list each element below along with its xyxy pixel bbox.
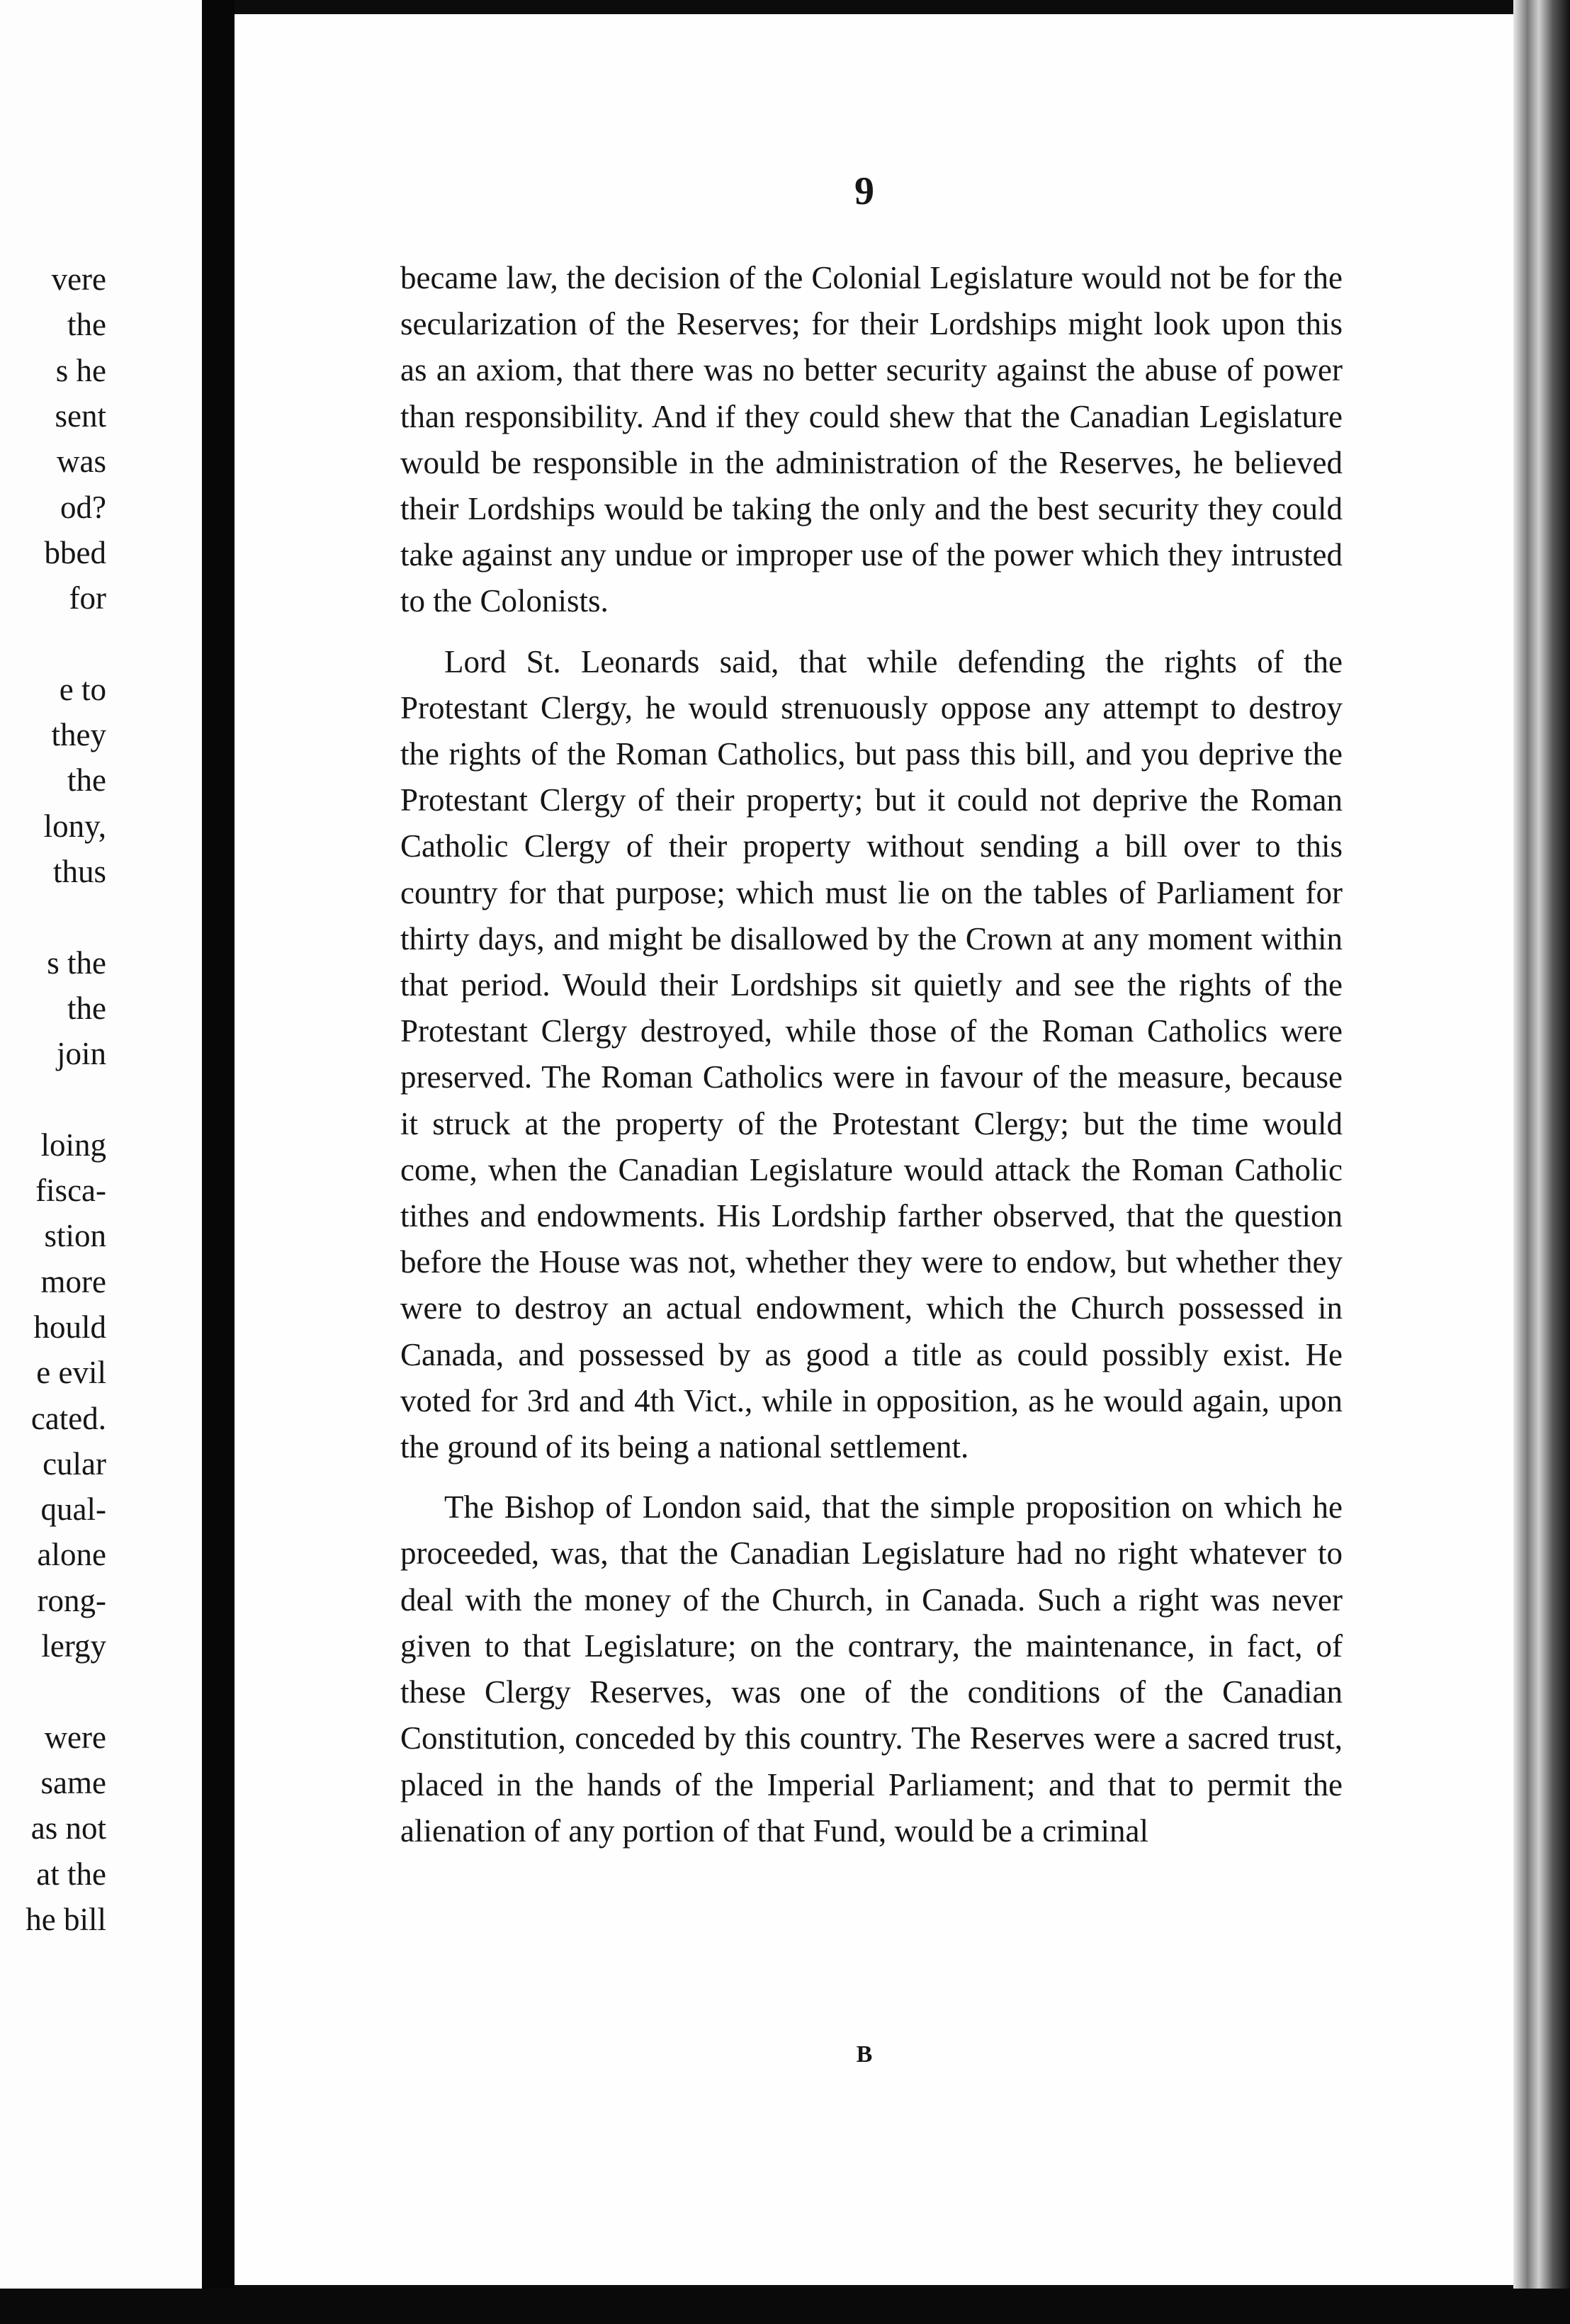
- paragraph-continuation: became law, the decision of the Colonial Legislature would not be for the secularization of the Reserves; for their Lordships might look upon this as an axiom, that there was no better security against the abuse of power than responsibility. And if they could shew that the Canadian Legislature would be responsible in the administration of the Reserves, he believed their Lordships would be taking the only and the best security they could take against any undue or improper use of the power which they intrusted to the Colonists.: [400, 260, 1343, 619]
- page-edge-shadow: [1513, 0, 1570, 2324]
- left-page-fragment: as not: [30, 1810, 106, 1846]
- left-page-fragment: s he: [55, 352, 106, 388]
- left-page-fragment: sent: [55, 397, 106, 434]
- left-page-fragment: qual-: [40, 1491, 106, 1528]
- left-page-fragment: cular: [43, 1445, 106, 1482]
- left-page-fragment: alone: [37, 1537, 106, 1573]
- left-page-fragment: e evil: [36, 1355, 106, 1391]
- left-page-fragment: thus: [52, 853, 106, 889]
- left-page-fragment: for: [69, 580, 106, 616]
- left-page-fragment: vere: [51, 261, 106, 297]
- left-page-fragment: was: [57, 444, 106, 480]
- left-page-fragment: lergy: [41, 1628, 106, 1664]
- left-page-fragment: cated.: [30, 1400, 106, 1436]
- left-page-fragment: loing: [40, 1127, 106, 1163]
- left-page-fragment: hould: [33, 1309, 106, 1345]
- left-page-fragment: stion: [44, 1218, 106, 1254]
- signature-mark: B: [856, 2041, 873, 2068]
- left-page-fragment: the: [67, 990, 106, 1026]
- previous-page-strip: [0, 0, 202, 2289]
- bottom-scan-border: [0, 2289, 1570, 2324]
- left-page-fragment: od?: [60, 489, 106, 525]
- left-page-fragment: same: [40, 1764, 106, 1800]
- left-page-fragment: he bill: [26, 1901, 106, 1937]
- left-page-fragment: more: [40, 1263, 106, 1299]
- left-page-fragment: s the: [47, 944, 106, 981]
- paragraph-bishop-of-london: The Bishop of London said, that the simple proposition on which he proceeded, was, that the Canadian Legislature had no right whatever to deal with the money of the Church, in Canada. Such a right was never given to that Legislature; on the contrary, the maintenance, in fact, of these Clergy Reserves, was one of the conditions of the Canadian Constitution, conceded by this country. The Reserves were a sacred trust, placed in the hands of the Imperial Parliament; and that to permit the alienation of any portion of that Fund, would be a criminal: [400, 1489, 1343, 1849]
- left-page-fragment: fisca-: [35, 1173, 106, 1208]
- left-page-fragment: the: [67, 307, 106, 343]
- left-page-fragment: rong-: [37, 1582, 106, 1618]
- left-page-fragment: at the: [36, 1856, 106, 1892]
- left-page-fragment: join: [56, 1036, 106, 1072]
- page-number: 9: [854, 169, 874, 213]
- paragraph-lord-st-leonards: Lord St. Leonards said, that while defending the rights of the Protestant Clergy, he would strenuously oppose any attempt to destroy the rights of the Roman Catholics, but pass this bill, and you deprive the Protestant Clergy of their property; but it could not deprive the Roman Catholic Clergy of their property without sending a bill over to this country for that purpose; which must lie on the tables of Parliament for thirty days, and might be disallowed by the Crown at any moment within that period. Would their Lordships sit quietly and see the rights of the Protestant Clergy destroyed, while those of the Roman Catholics were preserved. The Roman Catholics were in favour of the measure, because it struck at the property of the Protestant Clergy; but the time would come, when the Canadian Legislature would attack the Roman Catholic tithes and endowments. His Lordship farther observed, that the question before the House was not, whether they were to endow, but whether they were to destroy an actual endowment, which the Church possessed in Canada, and possessed by as good a title as could possibly exist. He voted for 3rd and 4th Vict., while in opposition, as he would again, upon the ground of its being a national settlement.: [400, 643, 1343, 1465]
- left-page-fragment: lony,: [43, 808, 106, 844]
- left-page-fragment: the: [67, 762, 106, 799]
- left-page-fragment: were: [44, 1719, 106, 1755]
- left-page-fragment: bbed: [44, 534, 106, 570]
- left-page-fragment: they: [51, 717, 106, 752]
- book-gutter: [202, 0, 235, 2324]
- left-page-fragment: e to: [59, 671, 106, 707]
- body-text: [400, 255, 1343, 1868]
